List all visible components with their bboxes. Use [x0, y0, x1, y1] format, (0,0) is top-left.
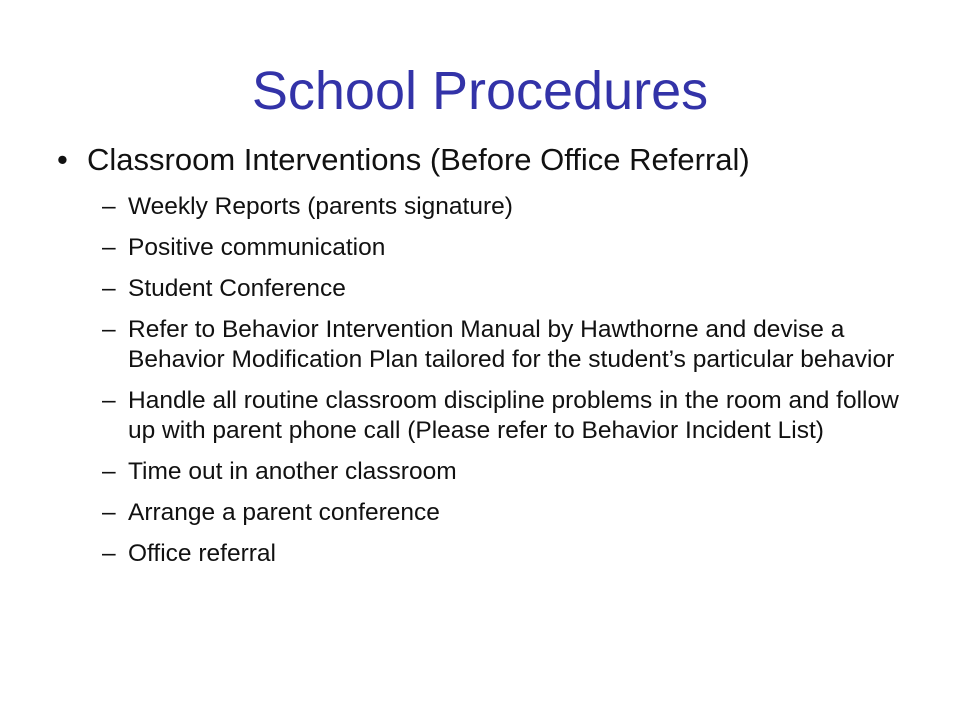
sub-bullet-text: Arrange a parent conference: [128, 499, 440, 526]
sub-bullet-weekly-reports: [102, 192, 902, 222]
sub-bullet-text: Handle all routine classroom discipline problems in the room and follow up with parent phone call (Please refer to Behavior Incident List): [128, 387, 899, 444]
dash-marker: –: [102, 234, 116, 261]
sub-bullet-text: Student Conference: [128, 275, 346, 302]
dash-marker: –: [102, 540, 116, 567]
sub-bullet-text: Positive communication: [128, 234, 386, 261]
sub-bullet-text: Time out in another classroom: [128, 458, 457, 485]
dash-marker: –: [102, 275, 116, 302]
sub-bullet-text: Office referral: [128, 540, 276, 567]
dash-marker: –: [102, 193, 116, 220]
sub-bullet-text: Weekly Reports (parents signature): [128, 193, 513, 220]
sub-bullet-positive-communication: [102, 233, 902, 263]
dash-marker: –: [102, 316, 116, 343]
sub-bullet-text: Refer to Behavior Intervention Manual by Hawthorne and devise a Behavior Modification Plan tailored for the student’s particular behavior: [128, 316, 895, 373]
main-bullet-text: Classroom Interventions (Before Office Referral): [87, 142, 750, 177]
sub-bullet-list: [102, 192, 902, 580]
dash-marker: –: [102, 387, 116, 414]
sub-bullet-time-out: [102, 457, 902, 487]
sub-bullet-parent-conference: [102, 498, 902, 528]
sub-bullet-office-referral: [102, 539, 902, 569]
sub-bullet-student-conference: [102, 274, 902, 304]
bullet-marker: •: [57, 142, 68, 177]
sub-bullet-behavior-manual: [102, 315, 902, 375]
main-bullet: [57, 140, 937, 180]
slide-title: School Procedures: [251, 61, 709, 121]
dash-marker: –: [102, 458, 116, 485]
dash-marker: –: [102, 499, 116, 526]
sub-bullet-routine-discipline: [102, 386, 902, 446]
